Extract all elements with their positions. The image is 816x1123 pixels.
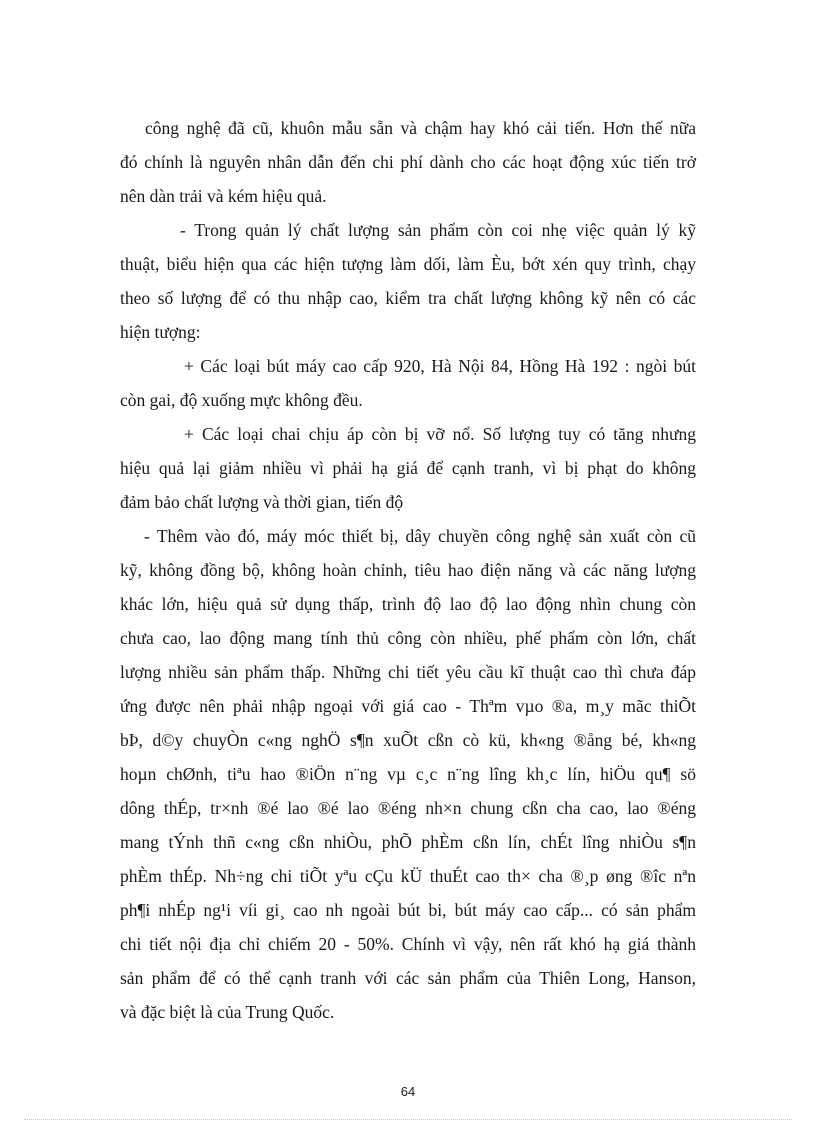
text-line: công nghệ đã cũ, khuôn mẫu sẵn và chậm hay khó cải tiến. Hơn thế nữa <box>145 118 696 138</box>
text-line: phÈm thÉp. Nh÷ng chi tiÕt yªu cÇu kÜ thuÉt cao th× cha ®¸p øng ®îc nªn <box>120 866 696 886</box>
text-line: lượng nhiều sản phẩm thấp. Những chi tiết yêu cầu kĩ thuật cao thì chưa đáp <box>120 662 696 682</box>
text-line: hiện tượng: <box>120 322 201 342</box>
text-line: khác lớn, hiệu quả sử dụng thấp, trình độ lao độ lao động nhìn chung còn <box>120 594 696 614</box>
text-line: kỹ, không đồng bộ, không hoàn chỉnh, tiêu hao điện năng và các năng lượng <box>120 560 696 580</box>
page-bottom-divider <box>24 1119 792 1120</box>
text-line: - Trong quản lý chất lượng sản phẩm còn coi nhẹ việc quản lý kỹ <box>180 220 696 240</box>
text-line: sản phẩm để có thể cạnh tranh với các sản phẩm của Thiên Long, Hanson, <box>120 968 696 988</box>
text-line: chưa cao, lao động mang tính thủ công còn nhiều, phế phẩm còn lớn, chất <box>120 628 696 648</box>
text-line: chi tiết nội địa chỉ chiếm 20 - 50%. Chính vì vậy, nên rất khó hạ giá thành <box>120 934 696 954</box>
text-line: dông thÉp, tr×nh ®é lao ®é lao ®éng nh×n chung cßn cha cao, lao ®éng <box>120 798 696 818</box>
page-number: 64 <box>400 1084 416 1099</box>
text-line: + Các loại chai chịu áp còn bị vỡ nổ. Số lượng tuy có tăng nhưng <box>184 424 696 444</box>
text-line: bÞ, d©y chuyÒn c«ng nghÖ s¶n xuÕt cßn cò kü, kh«ng ®ång bé, kh«ng <box>120 730 696 750</box>
text-line: hoµn chØnh, tiªu hao ®iÖn n¨ng vµ c¸c n¨ng lîng kh¸c lín, hiÖu qu¶ sö <box>120 764 696 784</box>
text-line: nên dàn trải và kém hiệu quả. <box>120 186 327 206</box>
text-line: đảm bảo chất lượng và thời gian, tiến độ <box>120 492 404 512</box>
text-line: - Thêm vào đó, máy móc thiết bị, dây chuyền công nghệ sản xuất còn cũ <box>144 526 696 546</box>
text-line: và đặc biệt là của Trung Quốc. <box>120 1002 335 1022</box>
text-line: hiệu quả lại giảm nhiều vì phải hạ giá để cạnh tranh, vì bị phạt do không <box>120 458 696 478</box>
text-line: ứng được nên phải nhập ngoại với giá cao - Thªm vµo ®a, m¸y mãc thiÕt <box>120 696 696 716</box>
text-line: theo số lượng để có thu nhập cao, kiểm tra chất lượng không kỹ nên có các <box>120 288 696 308</box>
text-line: mang tÝnh thñ c«ng cßn nhiÒu, phÕ phÈm cßn lín, chÉt lîng nhiÒu s¶n <box>120 832 696 852</box>
text-line: + Các loại bút máy cao cấp 920, Hà Nội 84, Hồng Hà 192 : ngòi bút <box>184 356 696 376</box>
text-line: ph¶i nhÉp ng¹i víi gi¸ cao nh ngoài bút bi, bút máy cao cấp... có sản phẩm <box>120 900 696 920</box>
text-line: đó chính là nguyên nhân dẫn đến chi phí dành cho các hoạt động xúc tiến trở <box>120 152 696 172</box>
text-line: thuật, biểu hiện qua các hiện tượng làm dối, làm Èu, bớt xén quy trình, chạy <box>120 254 696 274</box>
text-line: còn gai, độ xuống mực không đều. <box>120 390 363 410</box>
